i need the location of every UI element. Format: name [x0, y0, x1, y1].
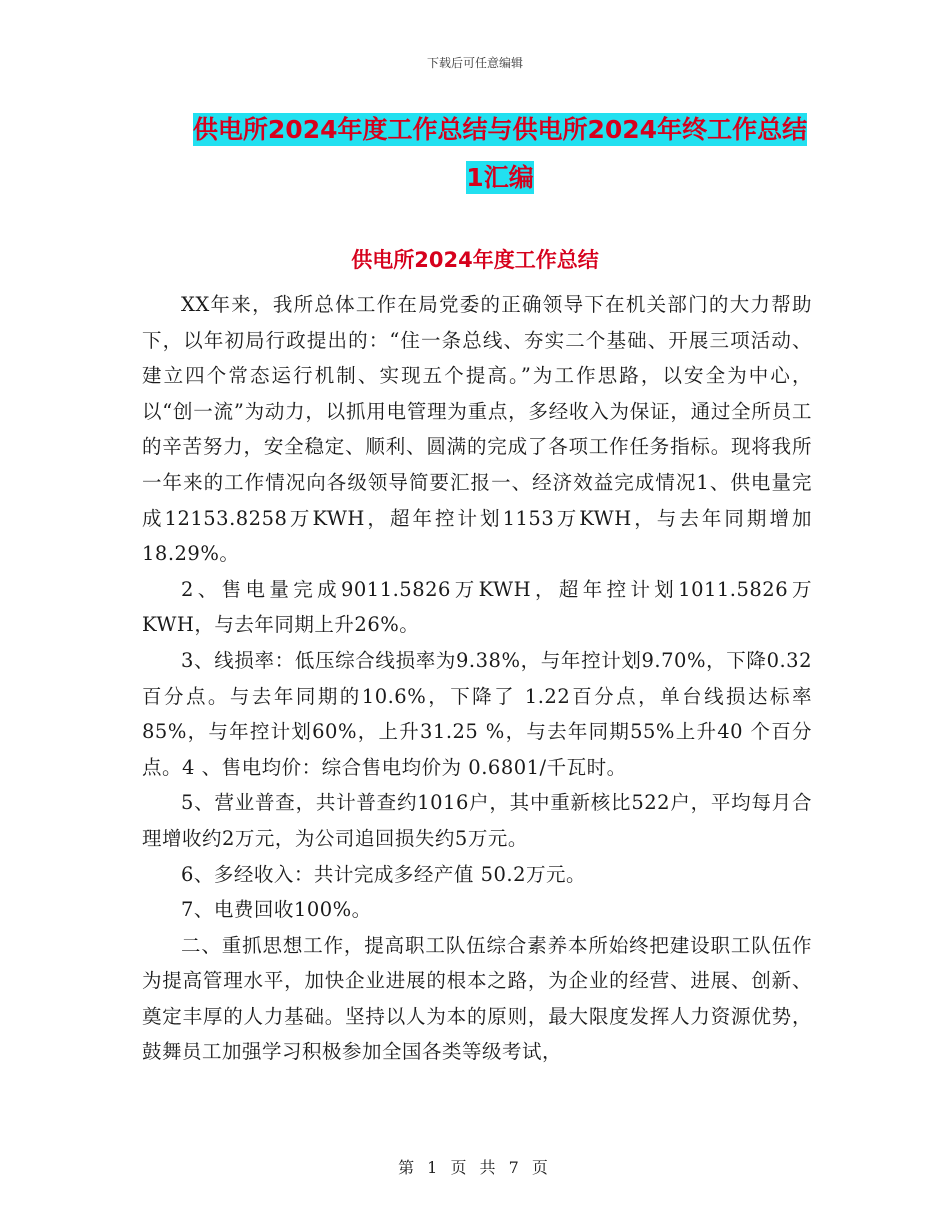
paragraph: 7、电费回收100%。	[181, 898, 372, 922]
paragraph: 5、营业普查，共计普查约1016户，其中重新核比522户，平均每月合理增收约2万元，为公司追回损失约5万元。	[142, 791, 812, 850]
document-title	[190, 106, 810, 202]
document-title-text: 供电所2024年度工作总结与供电所2024年终工作总结1汇编	[192, 115, 808, 192]
paragraph: 二、重抓思想工作，提高职工队伍综合素养本所始终把建设职工队伍作为提高管理水平，加快企业进展的根本之路，为企业的经营、进展、创新、奠定丰厚的人力基础。坚持以人为本的原则，最大限度发挥人力资源优势，鼓舞员工加强学习积极参加全国各类等级考试，	[142, 933, 812, 1064]
body-text	[142, 287, 812, 1070]
section-title: 供电所2024年度工作总结	[351, 248, 599, 272]
paragraph: 2、售电量完成9011.5826万KWH，超年控计划1011.5826万KWH，与去年同期上升26%。	[142, 577, 812, 637]
paragraph: 6、多经收入：共计完成多经产值 50.2万元。	[181, 862, 587, 886]
paragraph: 3、线损率：低压综合线损率为9.38%，与年控计划9.70%，下降0.32百分点。与去年同期的10.6%，下降了 1.22百分点，单台线损达标率85%，与年控计划60%，上升31.25 %，与去年同期55%上升40 个百分点。4 、售电均价：综合售电均价为 0.6801/千瓦时。	[142, 648, 812, 779]
header-note: 下载后可任意编辑	[426, 56, 523, 70]
page-footer: 第 1 页 共 7 页	[398, 1158, 552, 1177]
paragraph: XX年来，我所总体工作在局党委的正确领导下在机关部门的大力帮助下，以年初局行政提出的：“住一条总线、夯实二个基础、开展三项活动、建立四个常态运行机制、实现五个提高。”为工作思路，以安全为中心，以“创一流”为动力，以抓用电管理为重点，多经收入为保证，通过全所员工的辛苦努力，安全稳定、顺利、圆满的完成了各项工作任务指标。现将我所一年来的工作情况向各级领导简要汇报一、经济效益完成情况1、供电量完成12153.8258万KWH，超年控计划1153万KWH，与去年同期增加18.29%。	[142, 293, 812, 566]
